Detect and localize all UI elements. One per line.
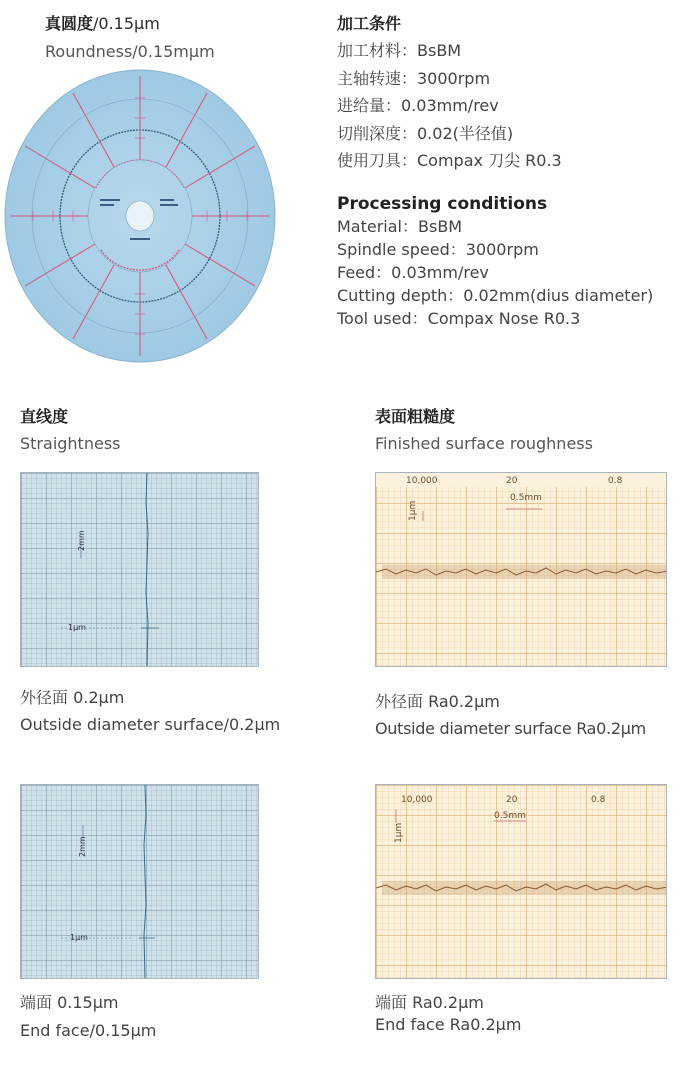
scale-label-1um: 1μm <box>68 623 86 632</box>
roughness-title-zh: 表面粗糙度 <box>375 407 456 426</box>
roughness-length-label: 0.5mm <box>494 811 526 821</box>
caption-od-rough-zh: 外径面 Ra0.2μm <box>375 692 500 711</box>
caption-od-straight-en: Outside diameter surface/0.2μm <box>20 715 281 734</box>
conditions-zh-line: 加工材料：BsBM <box>337 41 462 60</box>
conditions-en-line: Cutting depth：0.02mm(dius diameter) <box>337 286 654 305</box>
roughness-vert-value: 10,000 <box>406 476 438 486</box>
straightness-chart-end <box>20 784 259 979</box>
roughness-hor-value: 20 <box>506 476 518 486</box>
conditions-en-line: Feed：0.03mm/rev <box>337 263 489 282</box>
caption-end-straight-en: End face/0.15μm <box>20 1021 157 1040</box>
conditions-zh-line: 使用刀具：Compax 刀尖 R0.3 <box>337 151 562 170</box>
roughness-length-label: 0.5mm <box>510 493 542 503</box>
conditions-en-line: Spindle speed：3000rpm <box>337 240 539 259</box>
straightness-chart-od <box>20 472 259 667</box>
conditions-zh-list <box>337 37 562 175</box>
roundness-title-en: Roundness/0.15mμm <box>45 42 215 61</box>
roundness-center <box>126 201 154 231</box>
roughness-vert-value: 10,000 <box>401 795 433 805</box>
conditions-en-line: Tool used：Compax Nose R0.3 <box>337 309 581 328</box>
roughness-chart-end <box>375 784 667 979</box>
scale-label-1um: 1μm <box>70 933 88 942</box>
conditions-zh-title: 加工条件 <box>337 14 402 33</box>
roundness-title-zh-label: 真圆度 <box>45 14 94 33</box>
caption-od-straight-zh: 外径面 0.2μm <box>20 688 125 707</box>
roughness-hor-value: 20 <box>506 795 518 805</box>
scale-label-2mm: 2mm <box>78 836 87 857</box>
caption-end-rough-zh: 端面 Ra0.2μm <box>375 993 484 1012</box>
roughness-lc-value: 0.8 <box>608 476 623 486</box>
straightness-trace-end <box>21 785 259 979</box>
roundness-title-zh-value: /0.15μm <box>93 14 160 33</box>
conditions-en-line: Material：BsBM <box>337 217 463 236</box>
conditions-zh-line: 主轴转速：3000rpm <box>337 68 491 88</box>
roughness-title-en: Finished surface roughness <box>375 434 593 453</box>
caption-end-rough-en: End face Ra0.2μm <box>375 1015 522 1034</box>
conditions-zh-line: 进给量：0.03mm/rev <box>337 96 499 115</box>
caption-end-straight-zh: 端面 0.15μm <box>20 993 119 1012</box>
roundness-title-zh <box>45 14 160 34</box>
straightness-trace-od <box>21 473 259 667</box>
conditions-zh-line: 切削深度：0.02(半径值) <box>337 123 514 143</box>
conditions-en-title: Processing conditions <box>337 194 548 214</box>
caption-od-rough-en: Outside diameter surface Ra0.2μm <box>375 719 646 738</box>
straightness-title-zh: 直线度 <box>20 407 69 426</box>
conditions-en-list <box>337 215 653 330</box>
roughness-lc-value: 0.8 <box>591 795 606 805</box>
roundness-chart <box>3 68 277 364</box>
roughness-amp-label: 1μm <box>394 822 404 843</box>
roughness-amp-label: 1μm <box>408 500 418 521</box>
roughness-chart-od <box>375 472 667 667</box>
scale-label-2mm: 2mm <box>77 530 86 551</box>
straightness-title-en: Straightness <box>20 434 121 453</box>
